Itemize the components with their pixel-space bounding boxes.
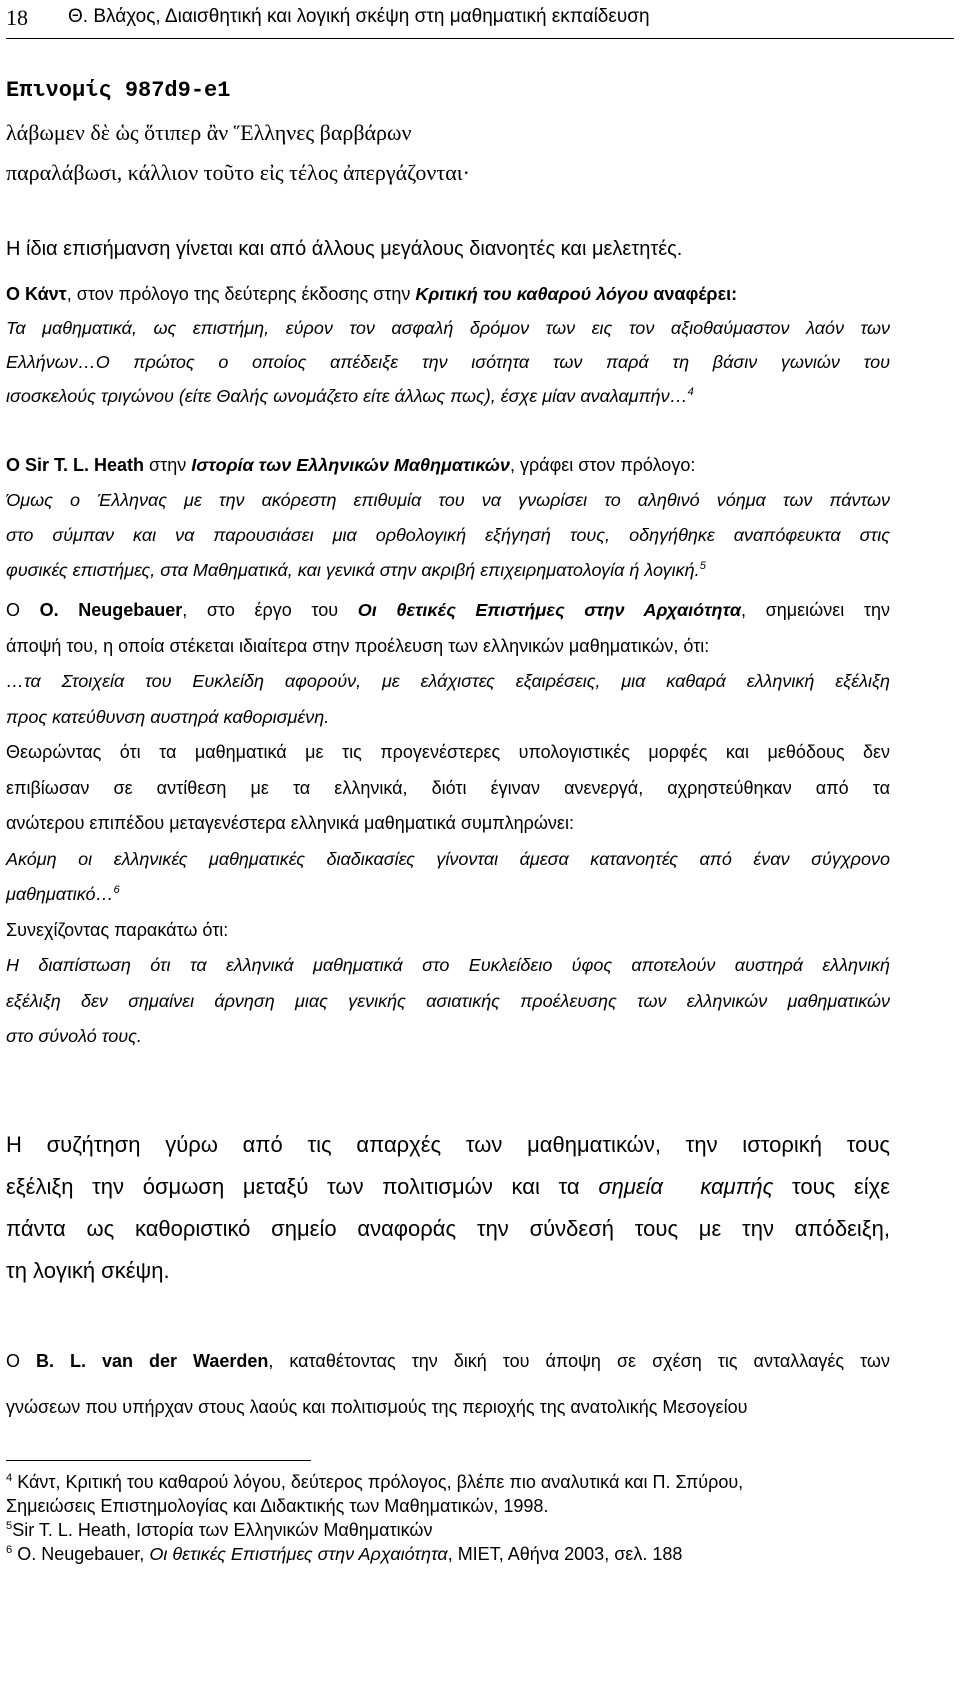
heath-quote-line-3-text: φυσικές επιστήμες, στα Μαθηματικά, και γενικά στην ακριβή επιχειρηματολογία ή λογική.: [6, 560, 700, 580]
waerden-rest: , καταθέτοντας την δική του άποψη σε σχέση τις ανταλλαγές των: [268, 1351, 890, 1371]
neugebauer-quote-2: προς κατεύθυνση αυστηρά καθορισμένη.: [6, 706, 330, 727]
running-title: Θ. Βλάχος, Διαισθητική και λογική σκέψη στη μαθηματική εκπαίδευση: [68, 6, 650, 27]
footnote-ref-5[interactable]: 5: [699, 560, 706, 572]
kant-quote-line-2: Ελλήνων…Ο πρώτος ο οποίος απέδειξε την ισότητα των παρά τη βάσιν γωνιών του: [6, 352, 890, 372]
footnote-5-number: 5: [6, 1520, 13, 1532]
epigraph-citation: Επινομίς 987d9-e1: [6, 78, 231, 103]
neugebauer-intro-line: [6, 593, 890, 629]
epigraph-line-1: λάβωμεν δὲ ὡς ὅτιπερ ἂν Ἕλληνες βαρβάρων: [6, 120, 412, 145]
footnote-4-line-1: [6, 1470, 946, 1494]
footnote-6-work: Οι θετικές Επιστήμες στην Αρχαιότητα: [149, 1544, 448, 1564]
neugebauer-quote-7: στο σύνολό τους.: [6, 1026, 142, 1046]
intro-paragraph: [6, 238, 890, 261]
page-number: 18: [6, 5, 28, 30]
origins-emph-1: σημεία: [598, 1174, 663, 1199]
origins-emph-2: καμπής: [700, 1174, 774, 1199]
footnote-6-text-a: O. Neugebauer,: [12, 1544, 150, 1564]
origins-paragraph: [6, 1124, 890, 1292]
kant-intro-line: [6, 277, 890, 311]
neugebauer-line-2: άποψή του, η οποία στέκεται ιδιαίτερα στην προέλευση των ελληνικών μαθηματικών, ότι:: [6, 635, 710, 656]
epigraph-line-2: παραλάβωσι, κάλλιον τοῦτο εἰς τέλος ἀπεργάζονται·: [6, 160, 470, 185]
footnote-6-number: 6: [6, 1544, 13, 1556]
running-header: [6, 2, 954, 36]
footnote-4-text-1: Κάντ, Κριτική του καθαρού λόγου, δεύτερος πρόλογος, βλέπε πιο αναλυτικά και Π. Σπύρου,: [12, 1472, 744, 1492]
kant-intro: , στον πρόλογο της δεύτερης έκδοσης στην: [66, 284, 416, 304]
kant-verb: αναφέρει:: [648, 284, 738, 304]
heath-intro: στην: [144, 455, 192, 475]
kant-quote-line-3-text: ισοσκελούς τριγώνου (είτε Θαλής ωνομάζετο είτε άλλως πως), έσχε μίαν αναλαμπήν…: [6, 386, 688, 406]
intro-text: Η ίδια επισήμανση γίνεται και από άλλους μεγάλους διανοητές και μελετητές.: [6, 238, 683, 260]
neugebauer-work: Οι θετικές Επιστήμες στην Αρχαιότητα: [357, 600, 742, 620]
heath-quote-line-3: [6, 553, 890, 588]
neugebauer-para-1: Θεωρώντας ότι τα μαθηματικά με τις προγενέστερες υπολογιστικές μορφές και μεθόδους δεν: [6, 742, 890, 762]
kant-quote-line-3: [6, 379, 890, 413]
neugebauer-para-3: ανώτερου επιπέδου μεταγενέστερα ελληνικά μαθηματικά συμπληρώνει:: [6, 813, 574, 833]
kant-name: Ο Κάντ: [6, 284, 67, 304]
origins-line-3: πάντα ως καθοριστικό σημείο αναφοράς την σύνδεσή τους με την απόδειξη,: [6, 1216, 890, 1241]
neugebauer-para-2: επιβίωσαν σε αντίθεση με τα ελληνικά, διότι έγιναν ανενεργά, αχρηστεύθηκαν από τα: [6, 777, 890, 798]
footnote-4-number: 4: [6, 1472, 13, 1484]
greek-epigraph: [6, 78, 890, 200]
neugebauer-verb: , σημειώνει την: [741, 600, 890, 620]
origins-line-4: τη λογική σκέψη.: [6, 1258, 170, 1283]
heath-section: [6, 448, 890, 588]
heath-quote-line-2: στο σύμπαν και να παρουσιάσει μια ορθολογική εξήγησή τους, οδηγήθηκε αναπόφευκτα στις: [6, 525, 890, 545]
origins-line-2a: εξέλιξη την όσμωση μεταξύ των πολιτισμών και τα: [6, 1174, 599, 1199]
waerden-prefix: Ο: [6, 1351, 36, 1371]
origins-line-1: Η συζήτηση γύρω από τις απαρχές των μαθηματικών, την ιστορική τους: [6, 1132, 890, 1157]
neugebauer-section: [6, 593, 890, 1055]
footnote-ref-4[interactable]: 4: [687, 386, 694, 398]
footnotes: [6, 1470, 946, 1566]
footnote-6-text-c: , ΜΙΕΤ, Αθήνα 2003, σελ. 188: [447, 1544, 683, 1564]
neugebauer-intro: , στο έργο του: [182, 600, 358, 620]
heath-verb: , γράφει στον πρόλογο:: [509, 455, 696, 475]
neugebauer-quote-1: …τα Στοιχεία του Ευκλείδη αφορούν, με ελάχιστες εξαιρέσεις, μια καθαρά ελληνική εξέλιξη: [6, 671, 890, 691]
footnote-5-text: Sir T. L. Heath, Ιστορία των Ελληνικών Μαθηματικών: [12, 1520, 433, 1540]
heath-name: Ο Sir T. L. Heath: [6, 455, 145, 475]
neugebauer-quote-5: Η διαπίστωση ότι τα ελληνικά μαθηματικά στο Ευκλείδειο ύφος αποτελούν αυστηρά ελληνική: [6, 955, 890, 975]
kant-quote-line-1: Τα μαθηματικά, ως επιστήμη, εύρον τον ασφαλή δρόμον των εις τον αξιοθαύμαστον λαόν των: [6, 318, 890, 338]
neugebauer-quote-3: Ακόμη οι ελληνικές μαθηματικές διαδικασίες γίνονται άμεσα κατανοητές από έναν σύγχρονο: [6, 848, 890, 869]
header-rule: [6, 38, 954, 39]
neugebauer-prefix: Ο: [6, 600, 40, 620]
neugebauer-quote-6: εξέλιξη δεν σημαίνει άρνηση μιας γενικής ασιατικής προέλευσης των ελληνικών μαθηματικών: [6, 990, 890, 1011]
footnote-6: [6, 1542, 946, 1566]
waerden-line-1: [6, 1338, 890, 1384]
footnote-ref-6[interactable]: 6: [113, 884, 120, 896]
kant-section: [6, 277, 890, 413]
origins-line-2: [6, 1166, 890, 1208]
neugebauer-continuing: Συνεχίζοντας παρακάτω ότι:: [6, 919, 229, 940]
waerden-line-2: γνώσεων που υπήρχαν στους λαούς και πολιτισμούς της περιοχής της ανατολικής Μεσογείου: [6, 1397, 748, 1417]
footnote-rule: [6, 1460, 311, 1461]
neugebauer-quote-4: [6, 877, 890, 913]
neugebauer-name: O. Neugebauer: [39, 600, 183, 620]
footnote-5: [6, 1518, 946, 1542]
waerden-name: B. L. van der Waerden: [36, 1351, 269, 1371]
heath-quote-line-1: Όμως ο Έλληνας με την ακόρεστη επιθυμία του να γνωρίσει το αληθινό νόημα των πάντων: [6, 490, 890, 510]
origins-line-2d: τους είχε: [773, 1174, 891, 1199]
kant-work: Κριτική του καθαρού λόγου: [415, 284, 649, 304]
heath-work: Ιστορία των Ελληνικών Μαθηματικών: [191, 455, 510, 475]
heath-intro-line: [6, 448, 890, 483]
neugebauer-quote-4-text: μαθηματικό…: [6, 884, 114, 904]
footnote-4-line-2: Σημειώσεις Επιστημολογίας και Διδακτικής των Μαθηματικών, 1998.: [6, 1496, 549, 1516]
waerden-section: [6, 1338, 890, 1430]
